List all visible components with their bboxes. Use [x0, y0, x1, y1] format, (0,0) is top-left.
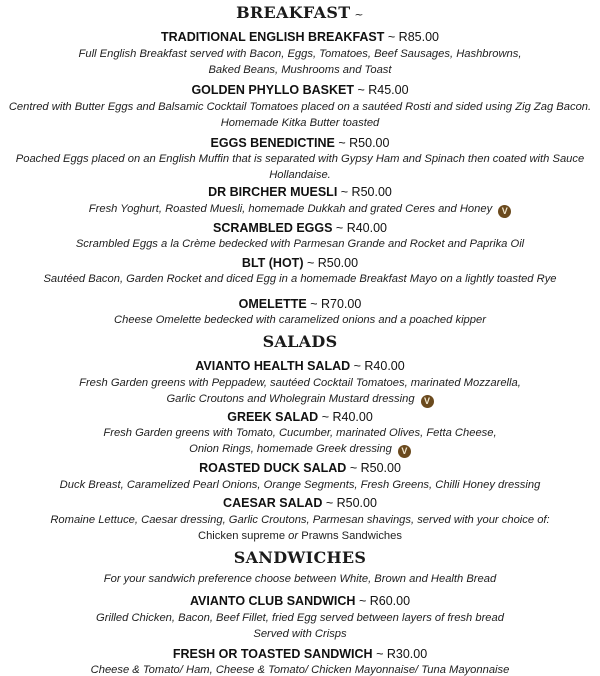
menu-item-title [0, 594, 600, 608]
item-name: BLT (HOT) [241, 256, 304, 270]
item-description: Fresh Garden greens with Tomato, Cucumber, marinated Olives, Fetta Cheese, [103, 427, 497, 439]
item-description-text: Fresh Yoghurt, Roasted Muesli, homemade Dukkah and grated Ceres and Honey [88, 203, 493, 215]
item-description: Homemade Kitka Butter toasted [220, 117, 380, 129]
item-description-text: Onion Rings, homemade Greek dressing [189, 443, 392, 455]
item-description [0, 443, 600, 458]
menu-item-title [0, 410, 600, 424]
item-description: Fresh Garden greens with Peppadew, sautéed Cocktail Tomatoes, marinated Mozzarella, [79, 377, 521, 389]
section-note: For your sandwich preference choose between White, Brown and Health Bread [103, 573, 497, 585]
item-name: DR BIRCHER MUESLI [208, 185, 338, 199]
item-name: SCRAMBLED EGGS [212, 221, 333, 235]
choice-or: or [288, 530, 299, 542]
item-price: ~ R50.00 [340, 185, 392, 199]
item-description: Poached Eggs placed on an English Muffin that is separated with Gypsy Ham and Spinach then coated with Sauce [15, 153, 585, 165]
menu-item-title [0, 297, 600, 311]
item-name: GREEK SALAD [227, 410, 319, 424]
item-description: Served with Crisps [253, 628, 347, 640]
section-tilde: ~ [354, 8, 364, 21]
item-name: AVIANTO CLUB SANDWICH [189, 594, 356, 608]
item-price: ~ R60.00 [358, 594, 411, 608]
item-name: OMELETTE [238, 297, 307, 311]
choice-option: Prawns Sandwiches [301, 530, 402, 542]
item-description [0, 393, 600, 408]
item-name: GOLDEN PHYLLO BASKET [191, 83, 354, 97]
item-name: AVIANTO HEALTH SALAD [195, 359, 351, 373]
item-price: ~ R85.00 [387, 30, 439, 44]
section-title: SALADS [262, 332, 338, 351]
vegetarian-badge-icon: V [498, 205, 511, 218]
menu-item-title [0, 496, 600, 510]
item-price: ~ R50.00 [306, 256, 359, 270]
vegetarian-badge-icon: V [421, 395, 434, 408]
item-description: Hollandaise. [269, 169, 331, 181]
item-description: Sautéed Bacon, Garden Rocket and diced Egg in a homemade Breakfast Mayo on a lightly toasted Rye [43, 273, 557, 285]
item-description: Cheese & Tomato/ Ham, Cheese & Tomato/ Chicken Mayonnaise/ Tuna Mayonnaise [90, 664, 510, 676]
item-description: Romaine Lettuce, Caesar dressing, Garlic Croutons, Parmesan shavings, served with your choice of: [50, 514, 550, 526]
item-description: Duck Breast, Caramelized Pearl Onions, Orange Segments, Fresh Greens, Chilli Honey dressing [59, 479, 541, 491]
item-name: EGGS BENEDICTINE [210, 136, 335, 150]
menu-item-title [0, 136, 600, 150]
item-name: TRADITIONAL ENGLISH BREAKFAST [161, 30, 385, 44]
item-price: ~ R40.00 [335, 221, 388, 235]
section-title: BREAKFAST [236, 3, 351, 22]
vegetarian-badge-icon: V [398, 445, 411, 458]
item-price: ~ R70.00 [310, 297, 362, 311]
item-description: Centred with Butter Eggs and Balsamic Cocktail Tomatoes placed on a sautéed Rosti and sided using Zig Zag Bacon. [8, 101, 592, 113]
item-choice-line [0, 530, 600, 542]
item-name: FRESH OR TOASTED SANDWICH [172, 647, 373, 661]
item-price: ~ R30.00 [376, 647, 428, 661]
menu-item-title [0, 359, 600, 373]
item-name: ROASTED DUCK SALAD [199, 461, 347, 475]
section-heading-sandwiches [0, 548, 600, 567]
menu-item-title [0, 185, 600, 199]
item-description: Grilled Chicken, Bacon, Beef Fillet, fried Egg served between layers of fresh bread [96, 612, 504, 624]
item-description: Full English Breakfast served with Bacon, Eggs, Tomatoes, Beef Sausages, Hashbrowns, [78, 48, 522, 60]
item-price: ~ R40.00 [321, 410, 373, 424]
item-description-text: Garlic Croutons and Wholegrain Mustard dressing [166, 393, 415, 405]
section-heading-salads [0, 332, 600, 351]
menu-item-title [0, 461, 600, 475]
section-title: SANDWICHES [233, 548, 367, 567]
item-description: Scrambled Eggs a la Crème bedecked with Parmesan Grande and Rocket and Paprika Oil [75, 238, 525, 250]
menu-item-title [0, 30, 600, 44]
item-description: Baked Beans, Mushrooms and Toast [208, 64, 392, 76]
item-description [0, 203, 600, 218]
section-heading-breakfast [0, 3, 600, 22]
item-price: ~ R50.00 [325, 496, 377, 510]
menu-item-title [0, 256, 600, 270]
item-price: ~ R45.00 [357, 83, 409, 97]
item-price: ~ R40.00 [353, 359, 405, 373]
item-name: CAESAR SALAD [223, 496, 323, 510]
menu-item-title [0, 647, 600, 661]
item-price: ~ R50.00 [349, 461, 401, 475]
item-description: Cheese Omelette bedecked with caramelized onions and a poached kipper [114, 314, 486, 326]
item-price: ~ R50.00 [338, 136, 390, 150]
menu-item-title [0, 83, 600, 97]
choice-option: Chicken supreme [198, 530, 286, 542]
menu-item-title [0, 221, 600, 235]
